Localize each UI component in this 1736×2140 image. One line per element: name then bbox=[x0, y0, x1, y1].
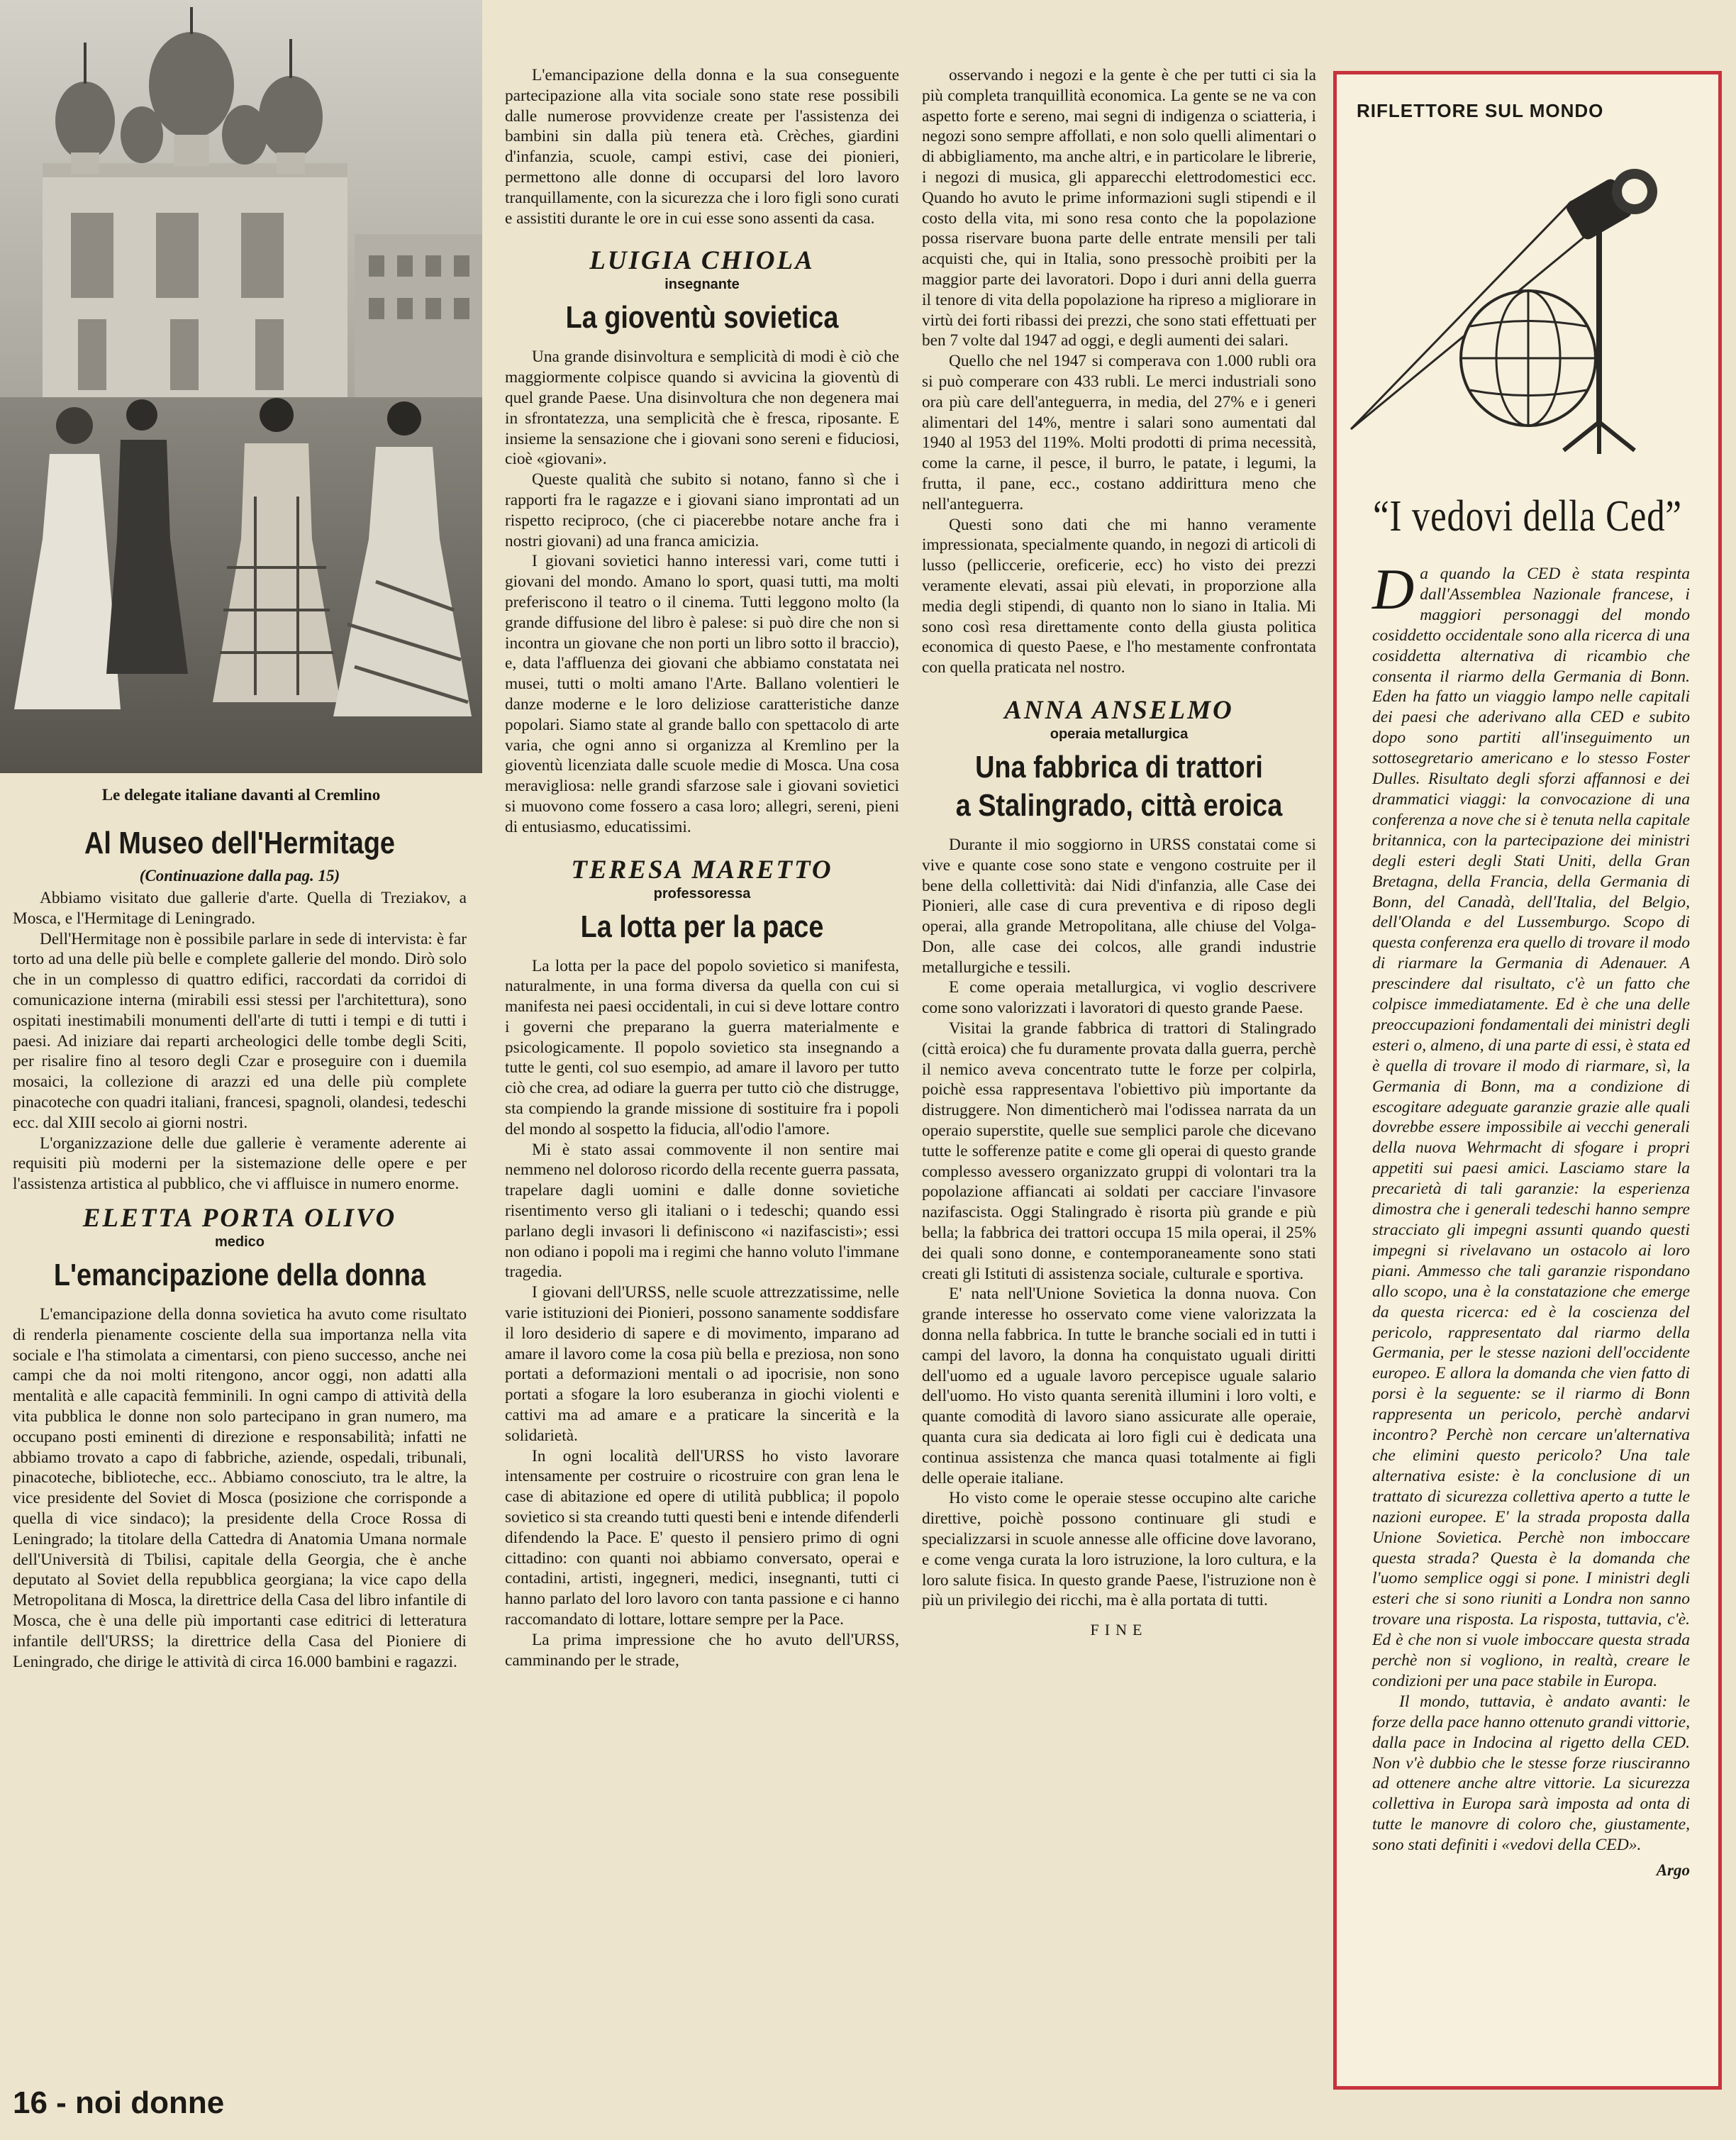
globe-icon bbox=[1461, 291, 1596, 426]
col2-intro-paragraph: L'emancipazione della donna e la sua conseguente partecipazione alla vita sociale sono state rese possibili dalle numerose provvidenze create per l'assistenza dei bambini sin dalla più tenera età. Crèches, giardini d'infanzia, scuole, campi estivi, case dei pionieri, permettono alle donne di occuparsi del loro lavoro tranquillamente, con la sicurezza che i loro figli sono curati e assistiti durante le ore in cui esse sono assenti da casa. bbox=[505, 66, 899, 228]
teresa-paragraph: In ogni località dell'URSS ho visto lavorare intensamente per costruire o ricostruire con gran lena le case di abitazione ed opere di utilità pubblica; il popolo sovietico si sta creando tutti questi beni e intende difenderli difendendo la Pace. E' questo il pensiero primo di ogni cittadino: con quanti noi abbiamo conversato, operai e contadini, artisti, ingegneri, medici, insegnanti, tutti ci hanno parlato del loro lavoro con tanta passione e ci hanno raccomandato di lottare, lottare sempre per la Pace. bbox=[505, 1446, 899, 1629]
hermitage-paragraph: Abbiamo visitato due gallerie d'arte. Quella di Treziakov, a Mosca, e l'Hermitage di Leningrado. bbox=[13, 889, 467, 928]
luigia-paragraph: Queste qualità che subito si notano, fanno sì che i rapporti fra le ragazze e i giovani siano improntati ad un rispetto reciproco, (che ci piacerebbe notare anche fra i nostri giovani) ad una franca amicizia. bbox=[505, 470, 899, 550]
teresa-role: professoressa bbox=[653, 885, 751, 902]
sidebar-signature: Argo bbox=[1656, 1861, 1690, 1880]
teresa-paragraph: Mi è stato assai commovente il non sentire mai nemmeno nel doloroso ricordo della recente guerra passata, trapelare dagli uomini e dalle donne sovietiche risentimento verso gli italiani o i tedeschi; quando essi parlano degli invasori li definiscono «i nazifascisti»; essi non odiano i popoli ma i regimi che hanno voluto l'immane tragedia. bbox=[505, 1140, 899, 1282]
anna-paragraph: E' nata nell'Unione Sovietica la donna nuova. Con grande interesse ho osservato come viene valorizzata la donna nella fabbrica. In tutte le branche sociali ed in tutti i campi del lavoro, la donna ha conquistato uguali diritti dell'uomo ed a uguale lavoro percepisce uguale salario dell'uomo. Ho visto quanta serenità illumini i loro volti, e quante comodità di lavoro siano assicurate alle operaie, quanta cura sia dedicata ai loro figli cui è dedicata una continua assistenza che manca quasi totalmente ai figli delle operaie italiane. bbox=[922, 1285, 1316, 1487]
sidebar-paragraph: Il mondo, tuttavia, è andato avanti: le forze della pace hanno ottenuto grandi vittorie, dalla pace in Indocina al rigetto della CED. Non v'è dubbio che le stesse forze riusciranno ad ottenere anche altre vittorie. La sicurezza collettiva in Europa sarà imposta ad onta di tutte le manovre di coloro che, giustamente, sono stati definiti i «vedovi della CED». bbox=[1372, 1692, 1690, 1855]
luigia-byline: LUIGIA CHIOLA bbox=[589, 246, 815, 276]
sidebar-first-paragraph bbox=[1372, 557, 1690, 1692]
eletta-title: L'emancipazione della donna bbox=[53, 1257, 426, 1292]
anna-paragraph: Durante il mio soggiorno in URSS constatai come si vive e quante cose sono state e vengono costruite per il bene della collettività: dai Nidi d'infanzia, alle Case dei Pionieri, alle case di cura preventiva e di riposo degli operai, alla grande Metropolitana, alle chiuse del Volga-Don, alle case dei colcos, alle grandi industrie metallurgiche e tessili. bbox=[922, 835, 1316, 977]
photo-caption: Le delegate italiane davanti al Cremlino bbox=[101, 786, 381, 804]
teresa-paragraph: La prima impressione che ho avuto dell'URSS, camminando per le strade, bbox=[505, 1630, 899, 1670]
column-3 bbox=[922, 65, 1316, 1639]
column-2 bbox=[505, 65, 899, 1670]
sidebar-frame bbox=[1333, 71, 1722, 2090]
teresa-byline: TERESA MARETTO bbox=[571, 855, 833, 885]
sidebar-first-paragraph-text: a quando la CED è stata respinta dall'Assemblea Nazionale francese, i maggiori personaggi del mondo cosiddetto occidentale sono alla ricerca di una cosiddetta alternativa di ricambio che consenta il riarmo della Germania di Bonn. Eden ha fatto un viaggio lampo nelle capitali dei paesi che aderivano alla CED e subito dopo sono partiti all'inseguimento un sottosegretario americano e lo stesso Foster Dulles. Risultato degli sforzi affannosi e dei drammatici viaggi: la convocazione di una conferenza a nove che si è tenuta nella capitale britannica, con la partecipazione dei ministri degli esteri degli Stati Uniti, della Gran Bretagna, della Francia, della Germania di Bonn, del Canadà, dell'Italia, del Belgio, dell'Olanda e del Lussemburgo. Scopo di questa conferenza era quello di trovare il modo di riarmare la Germania di Adenauer. A prescindere dal risultato, c'è un fatto che colpisce immediatamente. Ed è che una delle preoccupazioni fondamentali dei ministri degli esteri o, almeno, di una parte di essi, è stata ed è quella di trovare il modo di riarmare, sì, la Germania di Bonn, ma a condizione di escogitare adeguate garanzie grazie alle quali dovrebbe essere impossibile ai vecchi generali della nuova Wehrmacht di sfogare i propri appetiti sui paesi amici. Lasciamo stare la precarietà di tali garanzie: la esperienza dimostra che i generali tedeschi hanno sempre stracciato gli impegni assunti quando questi impegni si rivelavano un ostacolo ai loro piani. Ammesso che tali garanzie rispondano allo scopo, una è la constatazione che emerge da questa ricerca: ed è la coscienza del pericolo, rappresentato dal riarmo della Germania, per le stesse nazioni dell'occidente europeo. E allora la domanda che vien fatto di porsi è la seguente: se il riarmo di Bonn rappresenta un pericolo, perchè andarvi incontro? Perchè non cercare un'alternativa che elimini questo pericolo? Una tale alternativa esiste: è la conclusione di un trattato di sicurezza collettiva aperto a tutte le nazioni europee. E' la strada proposta dalla Unione Sovietica. Perchè non imboccare questa strada? Questa è la domanda che l'uomo semplice oggi si pone. I ministri degli esteri che si sono riuniti a Londra non sanno trovare una risposta. La risposta, tuttavia, c'è. Ed è che non si vuole imboccare questa strada perchè non si vogliono, in realtà, creare le condizioni per una pace stabile in Europa. bbox=[1372, 565, 1690, 1690]
luigia-title: La gioventù sovietica bbox=[565, 300, 839, 336]
anna-paragraph: E come operaia metallurgica, vi voglio descrivere come sono valorizzati i lavoratori di questo grande Paese. bbox=[922, 978, 1316, 1018]
luigia-paragraph: I giovani sovietici hanno interessi vari, come tutti i giovani del mondo. Amano lo sport, quasi tutti, ma molti preferiscono il teatro o il cinema. Tutti leggono molto (la grande diffusione del libro è palese: si può dire che non si incontra un giovane che non porti un libro sotto il braccio), e, data l'affluenza dei giovani che abbiamo constatata nei musei, tutti o molti amano l'Arte. Ballano volentieri le danze moderne e le loro deliziose caratteristiche danze popolari. Siamo state al grande ballo con spettacolo di arte varia, che ogni anno si organizza al Kremlino per la gioventù licenziata dalle scuole medie di Mosca. Una cosa meravigliosa: nelle grandi sfarzose sale i giovani sovietici si muovono come fossero a casa loro; allegri, sereni, pieni di entusiasmo, educatissimi. bbox=[505, 552, 899, 836]
teresa-title: La lotta per la pace bbox=[580, 909, 824, 944]
anna-paragraph: Visitai la grande fabbrica di trattori di Stalingrado (città eroica) che fu duramente provata dalla guerra, perchè il nemico aveva concentrato tutte le forze per colpirla, poichè essa rappresentava l'obiettivo più importante da distruggere. Non dimenticherò mai l'odissea narrata da un operaio superstite, quelle sue semplici parole che dicevano tutte le sofferenze patite e come gli operai di questo grande complesso avessero organizzato gruppi di volontari tra la popolazione affiancati ai soldati per cacciare l'invasore nazifascista. Oggi Stalingrado è risorta più grande e più bella; la fabbrica dei trattori occupa 15 mila operai, il 25% dei quali sono donne, e contemporaneamente sono stati creati gli Istituti di assistenza sociale, culturale e sportiva. bbox=[922, 1019, 1316, 1283]
sidebar-kicker: RIFLETTORE SUL MONDO bbox=[1357, 100, 1604, 121]
col3-intro-paragraph: Questi sono dati che mi hanno veramente impressionata, specialmente quando, in negozi di articoli di lusso (pelliccerie, oreficerie, ecc) ho visto dei prezzi veramente elevati, assai più elevati, in proporzione alla media degli stipendi, di quanto non lo siano in Italia. Mi sono così resa direttamente conto della giusta politica economica di questo Paese, e l'ho mestamente confrontata con quella praticata nel nostro. bbox=[922, 515, 1316, 677]
anna-title-line-2: a Stalingrado, città eroica bbox=[955, 787, 1283, 823]
kremlin-photo bbox=[0, 0, 482, 773]
anna-title-line-1: Una fabbrica di trattori bbox=[975, 749, 1263, 785]
luigia-paragraph: Una grande disinvoltura e semplicità di modi è ciò che maggiormente colpisce quando si avvicina la gioventù di quel grande Paese. Una disinvoltura che non degenera mai in sfrontatezza, una semplicità che è fresca, riposante. E insieme la sensazione che i giovani sono sereni e fiduciosi, cioè «giovani». bbox=[505, 348, 899, 469]
luigia-role: insegnante bbox=[664, 277, 740, 293]
col3-intro-paragraph: Quello che nel 1947 si comperava con 1.000 rubli ora si può comperare con 433 rubli. Le merci industriali sono ora più care dell'anteguerra, in media, del 27% e i generi alimentari del 14%, mentre i salari sono aumentati dal 1940 al 1953 del 119%. Molti prodotti di prima necessità, come la carne, il pesce, il burro, le patate, i legumi, la frutta, il pane, ecc., costano addirittura meno che nell'anteguerra. bbox=[922, 352, 1316, 514]
spotlight-globe-illustration bbox=[1337, 124, 1718, 458]
kremlin-photo-drawing bbox=[0, 0, 482, 773]
end-mark: FINE bbox=[1090, 1621, 1148, 1639]
eletta-byline: ELETTA PORTA OLIVO bbox=[82, 1203, 397, 1233]
teresa-paragraph: I giovani dell'URSS, nelle scuole attrezzatissime, nelle varie istituzioni dei Pionieri, possono sanamente soddisfare il loro desiderio di sapere e di movimento, imparano ad amare il lavoro come la cosa più bella e preziosa, non sono portati a deformazioni mentali o ad ipocrisie, non sono portati a sfogare la loro esuberanza in giochi violenti e cattivi ma ad amare e a praticare la sincerità e la solidarietà. bbox=[505, 1283, 899, 1445]
column-1 bbox=[13, 824, 467, 1672]
anna-role: operaia metallurgica bbox=[1050, 726, 1189, 742]
eletta-role: medico bbox=[214, 1233, 265, 1250]
hermitage-paragraph: Dell'Hermitage non è possibile parlare in sede di intervista: è far torto ad una delle più belle e complete gallerie del mondo. Dirò solo che in un complesso di quattro edifici, raccordati da corridoi di comunicazione interna (mirabili essi stessi per l'architettura), sono ospitati inestimabili monumenti dell'arte di tutti i tempi e di tutti i paesi. Ad iniziare dai reparti archeologici delle tombe degli Sciti, per risalire fino al tesoro degli Czar e proseguire con i duemila mosaici, la collezione di arazzi ed una delle più complete pinacoteche con quadri italiani, francesi, spagnoli, olandesi, tedeschi ecc. dal XIII secolo ai giorni nostri. bbox=[13, 929, 467, 1132]
sidebar-text bbox=[1372, 557, 1690, 1880]
hermitage-continuation: (Continuazione dalla pag. 15) bbox=[139, 867, 340, 885]
hermitage-paragraph: L'organizzazione delle due gallerie è veramente aderente ai requisiti più moderni per la sistemazione delle opere e per l'assistenza artistica al pubblico, che vi affluisce in numero enorme. bbox=[13, 1133, 467, 1194]
sidebar-title: “I vedovi della Ced” bbox=[1373, 492, 1682, 540]
eletta-paragraph: L'emancipazione della donna sovietica ha avuto come risultato di renderla pienamente cosciente della sua importanza nella vita sociale e l'ha stimolata a cimentarsi, con pieno successo, anche nei campi che da noi molti ritengono, ancor oggi, non adatti alla mentalità e alle capacità femminili. In ogni campo di attività della vita pubblica le donne non solo partecipano in gran numero, ma occupano posti eminenti di direzione e responsabilità; infatti ne abbiamo trovato a capo di fabbriche, aziende, ospedali, tribunali, pinacoteche, biblioteche, ecc.. Abbiamo conosciuto, tra le altre, la vice presidente del Soviet di Mosca (posizione che corrisponde a quella di vice sindaco); la presidente della Croce Rossa di Leningrado; la titolare della Cattedra di Anatomia Umana normale dell'Università di Tbilisi, capitale della Georgia, che è anche deputato al Soviet della repubblica georgiana; la vice capo della Metropolitana di Mosca, la direttrice della Casa del libro infantile di Mosca, che è una delle più importanti case editrici di letteratura infantile dell'URSS; la direttrice della Casa del Pioniere di Leningrado, che dirige le attività di circa 16.000 bambini e ragazzi. bbox=[13, 1304, 467, 1671]
col3-intro-paragraph: osservando i negozi e la gente è che per tutti ci sia la più completa tranquillità economica. La gente se ne va con aspetto forte e sereno, mai segni di indigenza o sciatteria, i negozi sono sempre affollati, e non solo quelli alimentari o di abbigliamento, ma anche altri, e in particolare le librerie, i negozi di musica, gli apparecchi elettrodomestici ecc. Quando ho avuto le prime informazioni sugli stipendi e il costo della vita, mi sono resa conto che la popolazione possa riservare buona parte delle entrate mensili per tali acquisti che, qui in Italia, sono pressochè proibiti per la maggior parte dei lavoratori. Dopo i duri anni della guerra il tenore di vita della popolazione ha ripreso a migliorare in virtù dei forti ribassi dei prezzi, che sono stati effettuati per ben 7 volte dal 1947 ad oggi, e degli aumenti dei salari. bbox=[922, 66, 1316, 350]
teresa-paragraph: La lotta per la pace del popolo sovietico si manifesta, naturalmente, in una forma diversa da quella con cui si manifesta nei paesi occidentali, in cui si deve lottare contro i governi che preparano la guerra materialmente e psicologicamente. Il popolo sovietico sta insegnando a tutte le genti, col suo esempio, ad amare il lavoro per tutto ciò che crea, ad odiare la guerra per tutto ciò che distrugge, sta compiendo la grande missione di sostituire fra i popoli del mondo al sospetto la fiducia, all'odio l'amore. bbox=[505, 956, 899, 1138]
anna-paragraph: Ho visto come le operaie stesse occupino alte cariche direttive, poichè possono continuare gli studi e specializzarsi in scuole annesse alle officine dove lavorano, e come venga curata la loro istruzione, la loro cultura, e la loro salute fisica. In questo grande Paese, l'istruzione non è più un privilegio dei ricchi, ma è alla portata di tutti. bbox=[922, 1489, 1316, 1610]
hermitage-title: Al Museo dell'Hermitage bbox=[84, 826, 395, 860]
page-footer: 16 - noi donne bbox=[13, 2085, 225, 2120]
dropcap-letter: D bbox=[1372, 557, 1415, 621]
anna-byline: ANNA ANSELMO bbox=[1004, 695, 1234, 725]
